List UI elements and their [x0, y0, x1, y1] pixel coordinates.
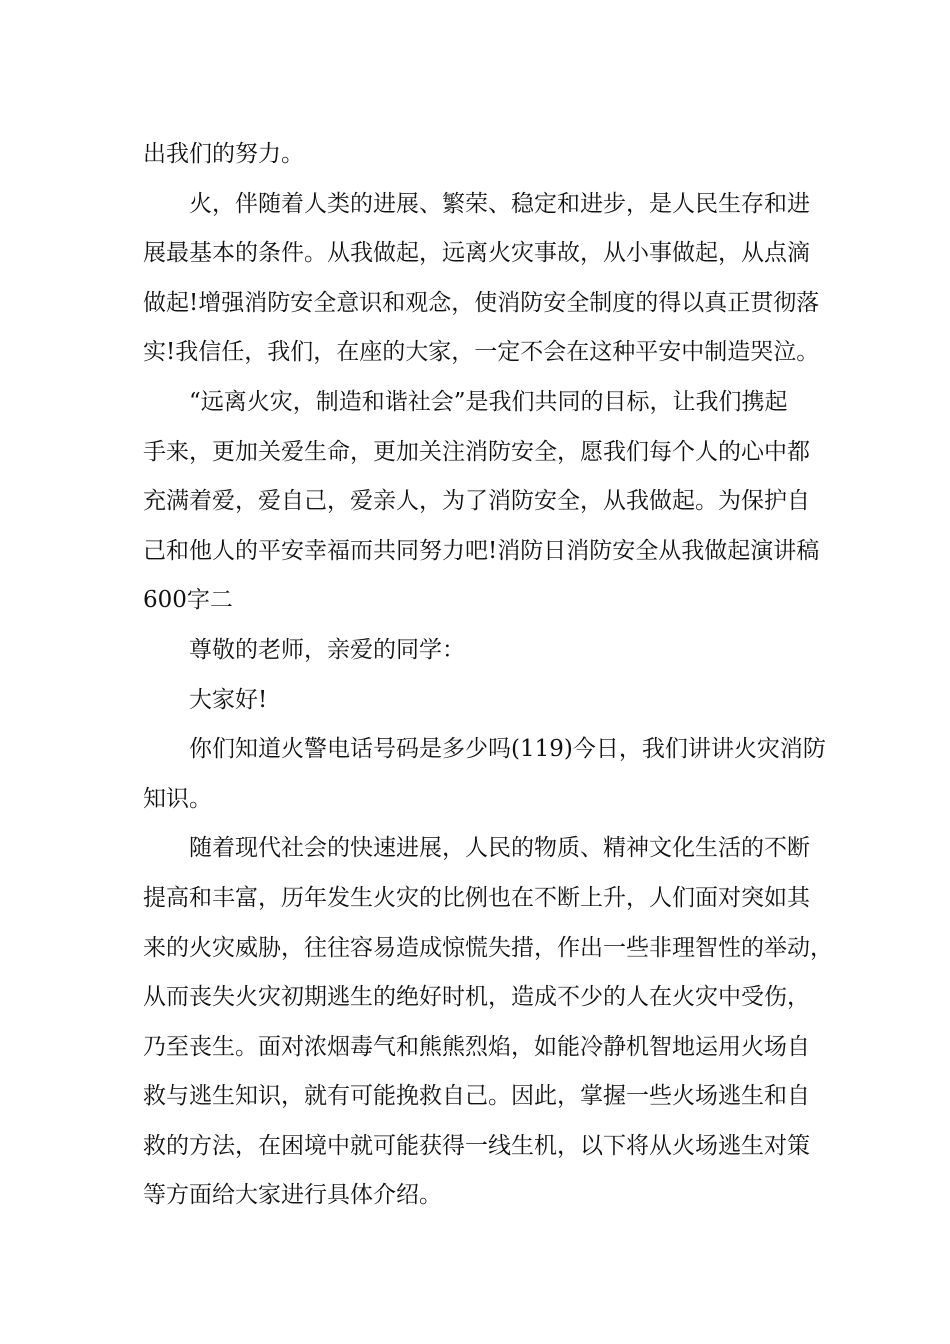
text-line: 600字二 — [143, 587, 233, 614]
text-line: 提高和丰富，历年发生火灾的比例也在不断上升，人们面对突如其 — [143, 884, 810, 911]
text-line: 尊敬的老师，亲爱的同学： — [189, 636, 465, 663]
text-line: 从而丧失火灾初期逃生的绝好时机，造成不少的人在火灾中受伤， — [143, 984, 810, 1011]
text-line: 实!我信任，我们，在座的大家，一定不会在这种平安中制造哭泣。 — [143, 339, 820, 366]
text-line: 手来，更加关爱生命，更加关注消防安全，愿我们每个人的心中都 — [143, 438, 810, 465]
text-line: 乃至丧生。面对浓烟毒气和熊熊烈焰，如能冷静机智地运用火场自 — [143, 1033, 810, 1060]
text-line: 你们知道火警电话号码是多少吗(119)今日，我们讲讲火灾消防 — [189, 736, 826, 763]
text-line: 救的方法，在困境中就可能获得一线生机，以下将从火场逃生对策 — [143, 1132, 810, 1159]
text-line: 己和他人的平安幸福而共同努力吧!消防日消防安全从我做起演讲稿 — [143, 537, 820, 564]
text-line: 随着现代社会的快速进展，人民的物质、精神文化生活的不断 — [189, 835, 810, 862]
text-line: 救与逃生知识，就有可能挽救自己。因此，掌握一些火场逃生和自 — [143, 1083, 810, 1110]
text-line: “远离火灾，制造和谐社会”是我们共同的目标，让我们携起 — [189, 388, 788, 415]
document-body — [143, 130, 833, 1221]
text-line: 知识。 — [143, 785, 212, 812]
text-line: 出我们的努力。 — [143, 141, 304, 167]
text-line: 来的火灾威胁，往往容易造成惊慌失措，作出一些非理智性的举动， — [143, 934, 833, 961]
text-line: 展最基本的条件。从我做起，远离火灾事故，从小事做起，从点滴 — [143, 240, 810, 267]
text-line: 充满着爱，爱自己，爱亲人，为了消防安全，从我做起。为保护自 — [143, 488, 810, 515]
text-line: 大家好! — [189, 686, 268, 713]
text-line: 等方面给大家进行具体介绍。 — [143, 1182, 442, 1209]
text-line: 做起!增强消防安全意识和观念，使消防安全制度的得以真正贯彻落 — [143, 289, 820, 316]
text-line: 火，伴随着人类的进展、繁荣、稳定和进步，是人民生存和进 — [189, 190, 810, 217]
